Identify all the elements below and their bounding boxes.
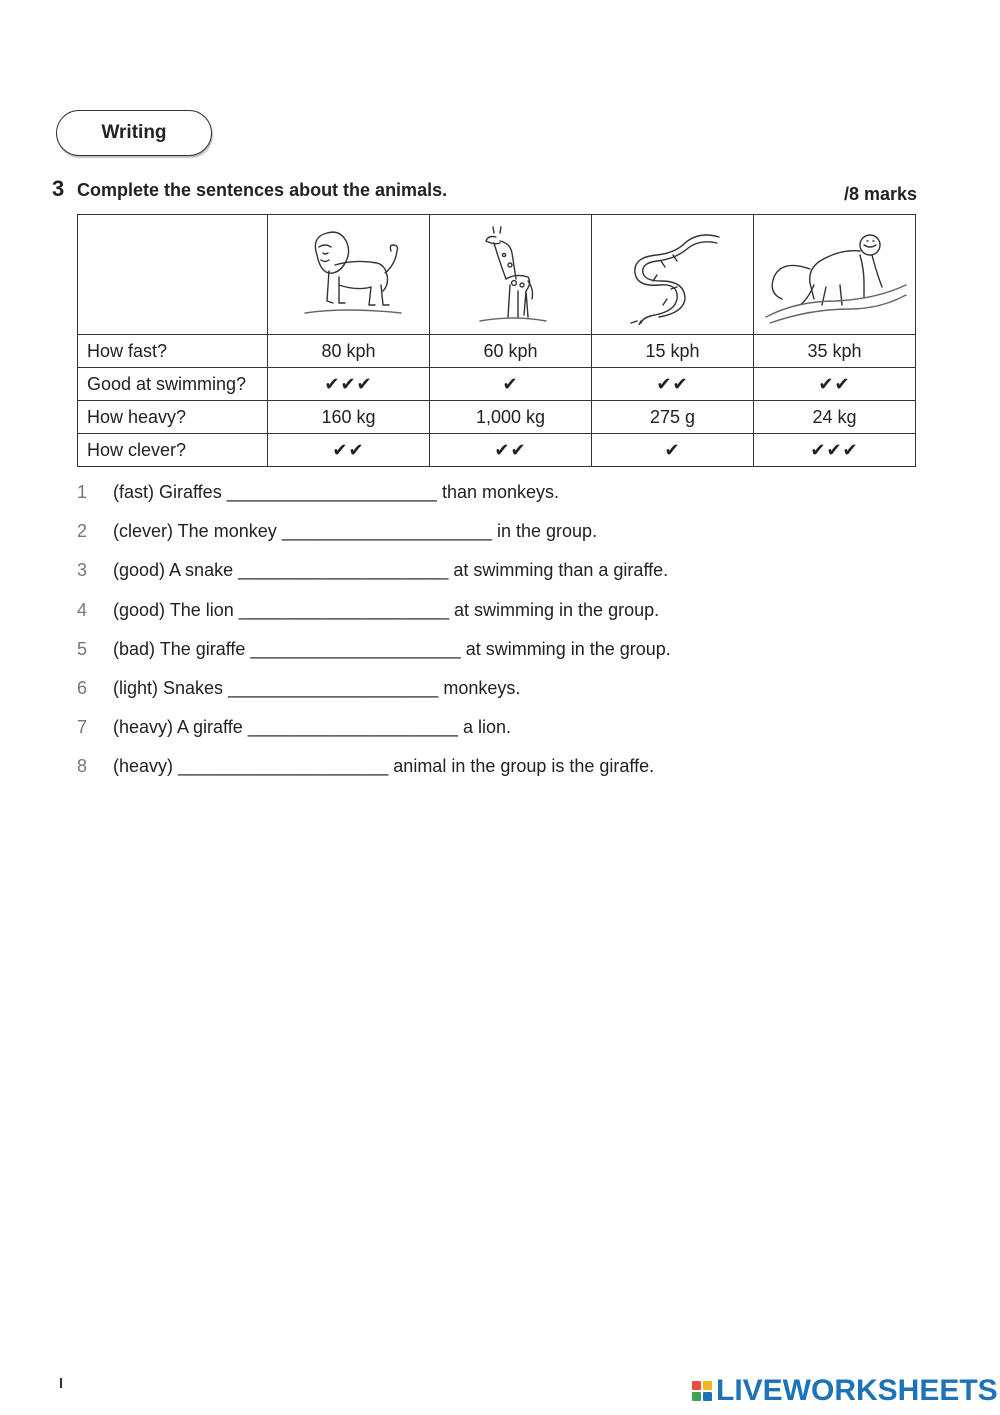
exercise-instruction: Complete the sentences about the animals.	[77, 180, 448, 200]
list-item	[77, 756, 671, 795]
table-cell: 160 kg	[268, 401, 430, 434]
sentence-prompt: (fast) Giraffes	[113, 482, 222, 502]
table-cell: 60 kph	[430, 335, 592, 368]
row-label: How fast?	[78, 335, 268, 368]
tick-cell: ✔	[592, 434, 754, 467]
answer-blank[interactable]: _____________________	[178, 756, 389, 777]
table-cell: 35 kph	[754, 335, 916, 368]
table-cell: 80 kph	[268, 335, 430, 368]
table-row	[78, 335, 916, 368]
sentence-prompt: (light) Snakes	[113, 677, 224, 698]
list-item	[77, 560, 671, 599]
liveworksheets-logo[interactable]	[692, 1375, 998, 1407]
sentence-end: monkeys.	[443, 677, 521, 698]
list-item	[77, 639, 671, 678]
row-label: How clever?	[78, 434, 268, 467]
tick-cell: ✔	[430, 368, 592, 401]
sentence-prompt: (good) The lion	[113, 599, 234, 620]
sentence-end: at swimming in the group.	[465, 638, 671, 659]
row-label: Good at swimming?	[78, 368, 268, 401]
sentence-prompt: (good) A snake	[113, 560, 234, 581]
tick-cell: ✔✔✔	[268, 368, 430, 401]
table-cell: 15 kph	[592, 335, 754, 368]
logo-blocks-icon	[692, 1381, 712, 1401]
list-item	[77, 482, 671, 521]
answer-blank[interactable]: _____________________	[228, 677, 439, 698]
lion-icon	[289, 225, 409, 325]
sentence-end: at swimming than a giraffe.	[453, 560, 669, 581]
item-number: 1	[77, 482, 88, 502]
exercise-marks: /8 marks	[843, 184, 917, 204]
logo-block	[703, 1381, 712, 1390]
page-mark	[60, 1378, 62, 1388]
item-number: 6	[77, 677, 88, 698]
sentence-prompt: (bad) The giraffe	[113, 638, 246, 659]
list-item	[77, 600, 671, 639]
table-cell: 24 kg	[754, 401, 916, 434]
monkey-icon	[760, 225, 910, 325]
section-title: Writing	[56, 110, 212, 156]
list-item	[77, 521, 671, 560]
sentence-prompt: (clever) The monkey	[113, 521, 277, 542]
snake-cell	[592, 215, 754, 335]
sentence-prompt: (heavy) A giraffe	[113, 717, 243, 738]
list-item	[77, 678, 671, 717]
logo-block	[703, 1392, 712, 1401]
item-number: 3	[77, 560, 88, 581]
exercise-number: 3	[52, 176, 65, 201]
row-label: How heavy?	[78, 401, 268, 434]
answer-blank[interactable]: _____________________	[281, 521, 492, 542]
tick-cell: ✔✔	[754, 368, 916, 401]
sentence-end: than monkeys.	[441, 482, 560, 502]
animal-table	[77, 214, 916, 467]
logo-block	[692, 1381, 701, 1390]
tick-cell: ✔✔	[592, 368, 754, 401]
table-row	[78, 401, 916, 434]
table-row	[78, 434, 916, 467]
sentence-end: a lion.	[463, 717, 512, 738]
answer-blank[interactable]: _____________________	[238, 560, 449, 581]
item-number: 5	[77, 638, 88, 659]
giraffe-cell	[430, 215, 592, 335]
table-cell: 275 g	[592, 401, 754, 434]
snake-icon	[613, 225, 733, 325]
item-number: 2	[77, 521, 88, 542]
sentence-end: in the group.	[497, 521, 598, 542]
list-item	[77, 717, 671, 756]
item-number: 7	[77, 717, 88, 738]
item-number: 8	[77, 756, 88, 777]
answer-blank[interactable]: _____________________	[238, 599, 449, 620]
answer-blank[interactable]: _____________________	[226, 482, 437, 502]
table-row-pictures	[78, 215, 916, 335]
tick-cell: ✔✔	[268, 434, 430, 467]
tick-cell: ✔✔	[430, 434, 592, 467]
table-corner-cell	[78, 215, 268, 335]
giraffe-icon	[466, 223, 556, 327]
tick-cell: ✔✔✔	[754, 434, 916, 467]
sentence-end: at swimming in the group.	[454, 599, 660, 620]
table-cell: 1,000 kg	[430, 401, 592, 434]
item-number: 4	[77, 599, 88, 620]
logo-block	[692, 1392, 701, 1401]
table-row	[78, 368, 916, 401]
sentence-prompt: (heavy)	[113, 756, 174, 777]
sentence-end: animal in the group is the giraffe.	[393, 756, 655, 777]
monkey-cell	[754, 215, 916, 335]
logo-text: LIVEWORKSHEETS	[716, 1374, 998, 1407]
lion-cell	[268, 215, 430, 335]
answer-blank[interactable]: _____________________	[250, 638, 461, 659]
answer-blank[interactable]: _____________________	[247, 717, 458, 738]
sentence-list	[77, 482, 671, 796]
